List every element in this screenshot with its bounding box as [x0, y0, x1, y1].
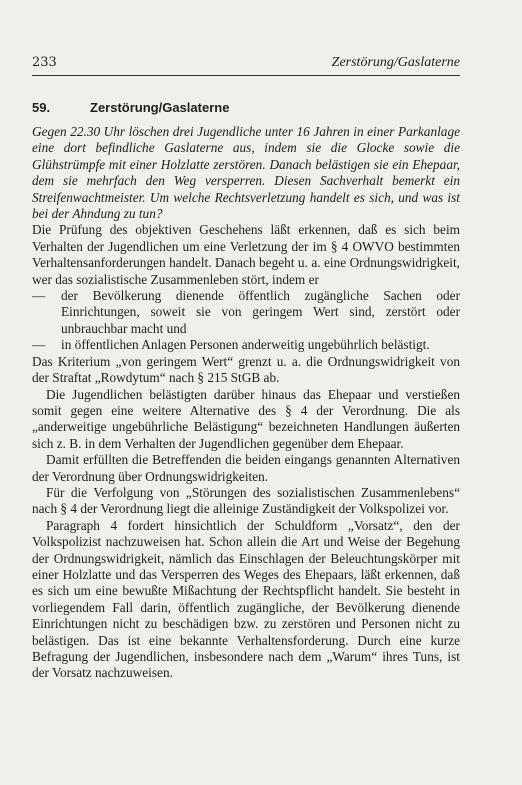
running-title: Zerstörung/Gaslaterne [331, 55, 460, 70]
paragraph-4: Damit erfüllten die Betreffenden die beiden eingangs genannten Alternativen der Verordnung über Ordnungswidrigkeiten. [32, 452, 460, 484]
paragraph-3: Die Jugendlichen belästigten darüber hinaus das Ehepaar und verstießen somit gegen eine weitere Alternative des § 4 der Verordnung. Die als „anderweitige ungebührliche Belästigung“ bezeichneten Handlungen äußerten sich z. B. in dem Verhalten der Jugendlichen gegenüber dem Ehepaar. [32, 386, 460, 451]
header-rule [32, 75, 460, 76]
paragraph-2: Das Kriterium „von geringem Wert“ grenzt u. a. die Ordnungswidrigkeit von der Straftat „Rowdytum“ nach § 215 StGB ab. [32, 353, 460, 386]
list-dash: — [32, 337, 46, 353]
section-title: Zerstörung/Gaslaterne [90, 100, 230, 115]
page-body [32, 124, 460, 682]
section-number: 59. [32, 100, 51, 115]
list-item [32, 337, 460, 353]
paragraph-6: Paragraph 4 fordert hinsichtlich der Schuldform „Vorsatz“, den der Volkspolizist nachzuweisen hat. Schon allein die Art und Weise der Begehung der Ordnungswidrigkeit, nämlich das Einschlagen der Beleuchtungskörper mit einer Holzlatte und das Versperren des Weges des Ehepaars, läßt erkennen, daß es sich um eine bewußte Mißachtung der Rechtspflicht handelt. Sie besteht in vorliegendem Fall darin, öffentlich zugängliche, der Bevölkerung dienende Einrichtungen nicht zu beschädigen bzw. zu zerstören und Personen nicht zu belästigen. Das ist eine bekannte Verhaltensforderung. Durch eine kurze Befragung der Jugendlichen, insbesondere nach dem „Warum“ ihres Tuns, ist der Vorsatz nachzuweisen. [32, 517, 460, 681]
page-number: 233 [32, 55, 57, 70]
case-question: Gegen 22.30 Uhr löschen drei Jugendliche unter 16 Jahren in einer Parkanlage eine dort befindliche Gaslaterne aus, indem sie die Glocke sowie die Glühstrümpfe mit einer Holzlatte zerstören. Danach belästigen sie ein Ehepaar, dem sie mehrfach den Weg versperren. Diesen Sachverhalt bemerkt ein Streifenwachtmeister. Um welche Rechtsverletzung handelt es sich, und was ist bei der Ahndung zu tun? [32, 124, 460, 222]
list-dash: — [32, 288, 46, 304]
list-item [32, 288, 460, 337]
list-item-text: in öffentlichen Anlagen Personen anderweitig ungebührlich belästigt. [61, 337, 430, 353]
page-header [32, 55, 460, 71]
paragraph-1: Die Prüfung des objektiven Geschehens läßt erkennen, daß es sich beim Verhalten der Jugendlichen um eine Verletzung der im § 4 OWVO bestimmten Verhaltensanforderungen handelt. Danach begeht u. a. eine Ordnungswidrigkeit, wer das sozialistische Zusammenleben stört, indem er [32, 222, 460, 287]
section-heading [32, 100, 229, 115]
paragraph-5: Für die Verfolgung von „Störungen des sozialistischen Zusammenlebens“ nach § 4 der Verordnung liegt die alleinige Zuständigkeit der Volkspolizei vor. [32, 484, 460, 517]
violation-list [32, 288, 460, 354]
list-item-text: der Bevölkerung dienende öffentlich zugängliche Sachen oder Einrichtungen, soweit sie von geringem Wert sind, zerstört oder unbrauchbar macht und [61, 288, 460, 336]
